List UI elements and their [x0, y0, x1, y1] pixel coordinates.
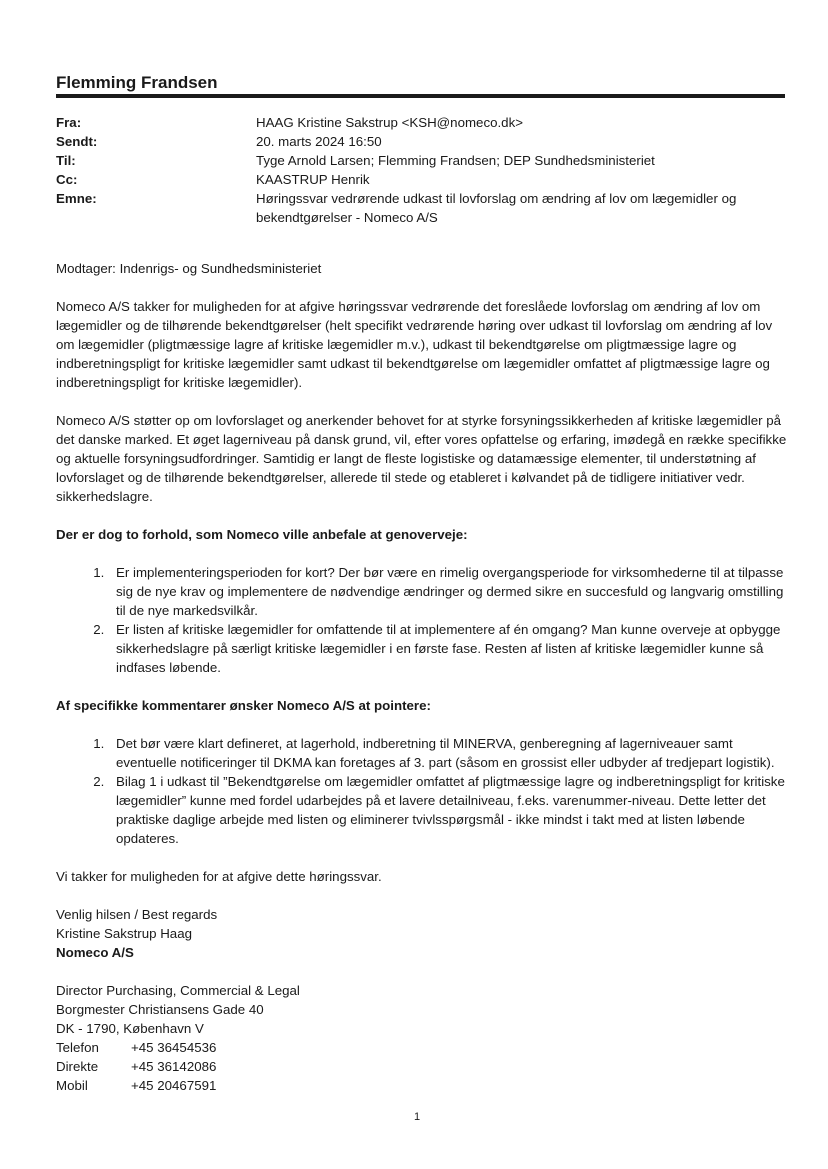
- comments-list: [56, 734, 791, 848]
- recipient-line: Modtager: Indenrigs- og Sundhedsministeriet: [56, 261, 322, 276]
- email-field-from: [56, 113, 786, 132]
- email-field-label: Til:: [56, 153, 76, 168]
- signature-name: Kristine Sakstrup Haag: [56, 926, 192, 941]
- contact-label: Direkte: [56, 1059, 99, 1074]
- list-item: 1. Er implementeringsperioden for kort? Der bør være en rimelig overgangsperiode for virksomhederne til at tilpasse sig de nye krav og implementere de nødvendige ændringer og dermed sikre en succesfuld og langvarig omstilling til de nye markedsvilkår.: [108, 563, 791, 620]
- list-item: 1. Det bør være klart defineret, at lagerhold, indberetning til MINERVA, genberegning af lagerniveauer samt eventuelle notificeringer til DKMA kan foretages af 3. part (såsom en grossist eller udbyder af tredjepart logistik).: [108, 734, 791, 772]
- body-paragraph: Nomeco A/S takker for muligheden for at afgive høringssvar vedrørende det foreslåede lovforslag om ændring af lov om lægemidler og de tilhørende bekendtgørelser (helt specifikt vedrørende høring over udkast til lovforslag om ændring af lov om lægemidler (pligtmæssige lagre af kritiske lægemidler m.v.), udkast til bekendtgørelse om pligtmæssige lagre og indberetningspligt for kritiske lægemidler samt udkast til bekendtgørelse om lægemidler omfattet af pligtmæssige lagre og indberetningspligt for kritiske lægemidler).: [56, 299, 773, 390]
- signature-city: DK - 1790, København V: [56, 1021, 204, 1036]
- email-field-label: Cc:: [56, 172, 78, 187]
- closing-line: Vi takker for muligheden for at afgive dette høringssvar.: [56, 869, 382, 884]
- email-field-value: 20. marts 2024 16:50: [256, 134, 382, 149]
- list-item: 2. Er listen af kritiske lægemidler for omfattende til at implementere af én omgang? Man kunne overveje at opbygge sikkerhedslagre på særligt kritiske lægemidler i en første fase. Resten af listen af kritiske lægemidler kunne så indfases løbende.: [108, 620, 791, 677]
- email-field-label: Fra:: [56, 115, 82, 130]
- header-divider: [56, 94, 785, 98]
- signature-street: Borgmester Christiansens Gade 40: [56, 1002, 264, 1017]
- list-item: 2. Bilag 1 i udkast til ”Bekendtgørelse om lægemidler omfattet af pligtmæssige lagre og indberetningspligt for kritiske lægemidler” kunne med fordel udarbejdes på et lavere detailniveau, f.eks. varenummer-niveau. Dette letter det praktiske daglige arbejde med listen og eliminerer tvivlsspørgsmål - ikke mindst i takt med at listen løbende opdateres.: [108, 772, 791, 848]
- contact-value: +45 36142086: [131, 1059, 217, 1074]
- sender-name-heading: Flemming Frandsen: [56, 73, 218, 92]
- concerns-list: [56, 563, 791, 677]
- email-body: [56, 259, 791, 1095]
- section-heading: Der er dog to forhold, som Nomeco ville anbefale at genoverveje:: [56, 527, 468, 542]
- signature-company: Nomeco A/S: [56, 945, 134, 960]
- signature-block: [56, 905, 791, 1095]
- email-header-fields: [56, 113, 786, 227]
- body-paragraph: Nomeco A/S støtter op om lovforslaget og anerkender behovet for at styrke forsyningssikkerheden af kritiske lægemidler på det danske marked. Et øget lagerniveau på dansk grund, vil, efter vores opfattelse og erfaring, imødegå en række specifikke og aktuelle forsyningsudfordringer. Samtidig er langt de fleste logistiske og datamæssige elementer, til understøtning af lovforslaget og de tilhørende bekendtgørelser, allerede til stede og etableret i kølvandet på de tidligere initiativer vedr. sikkerhedslagre.: [56, 413, 787, 504]
- email-field-to: [56, 151, 786, 170]
- contact-value: +45 20467591: [131, 1078, 217, 1093]
- signature-title: Director Purchasing, Commercial & Legal: [56, 983, 300, 998]
- contact-value: +45 36454536: [131, 1040, 217, 1055]
- signature-spacer: [56, 962, 791, 981]
- contact-phone: [56, 1038, 791, 1057]
- contact-label: Mobil: [56, 1078, 88, 1093]
- contact-label: Telefon: [56, 1040, 99, 1055]
- email-field-value: HAAG Kristine Sakstrup <KSH@nomeco.dk>: [256, 115, 523, 130]
- page-number: 1: [414, 1111, 421, 1123]
- contact-direct: [56, 1057, 791, 1076]
- email-field-value: Tyge Arnold Larsen; Flemming Frandsen; DEP Sundhedsministeriet: [256, 153, 655, 168]
- signature-greeting: Venlig hilsen / Best regards: [56, 907, 218, 922]
- email-field-label: Emne:: [56, 191, 97, 206]
- email-field-value: KAASTRUP Henrik: [256, 172, 370, 187]
- email-field-cc: [56, 170, 786, 189]
- email-field-sent: [56, 132, 786, 151]
- contact-mobile: [56, 1076, 791, 1095]
- email-field-subject: [56, 189, 786, 227]
- email-field-label: Sendt:: [56, 134, 98, 149]
- email-field-value: Høringssvar vedrørende udkast til lovforslag om ændring af lov om lægemidler og bekendtgørelser - Nomeco A/S: [256, 191, 737, 225]
- section-heading: Af specifikke kommentarer ønsker Nomeco A/S at pointere:: [56, 698, 431, 713]
